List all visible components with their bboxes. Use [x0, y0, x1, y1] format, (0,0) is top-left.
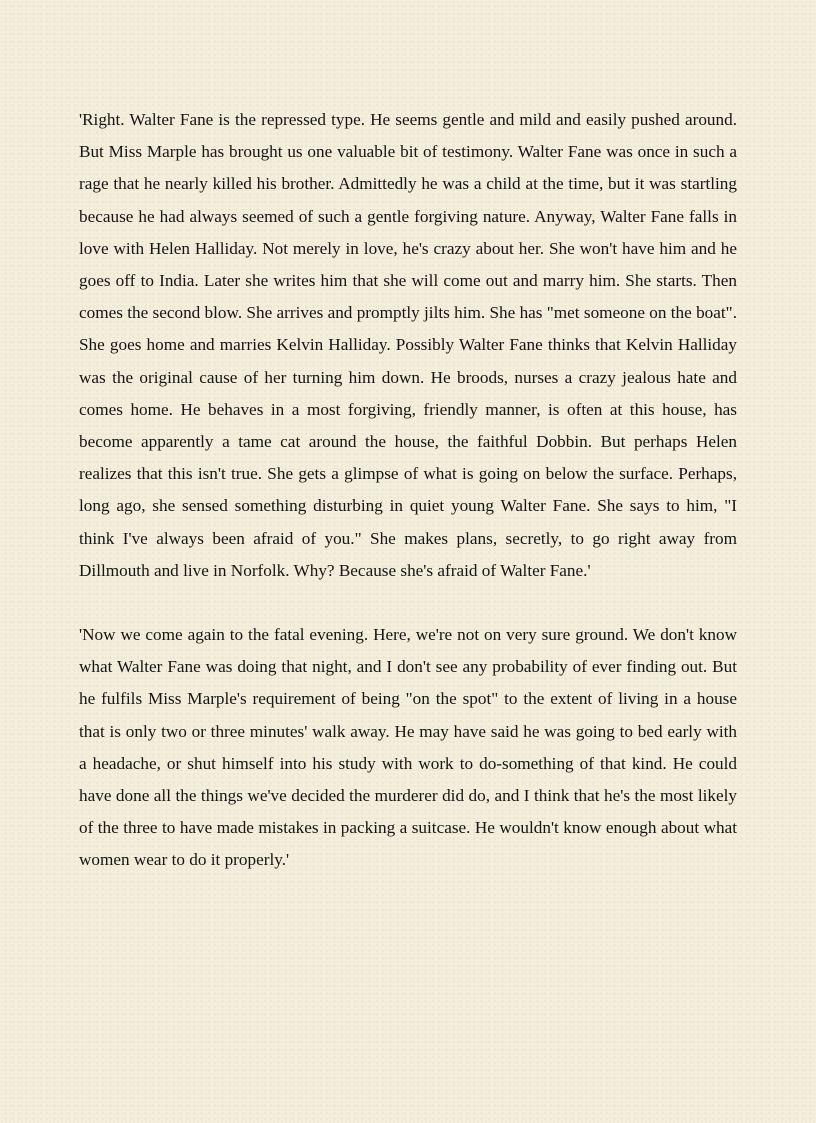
- paragraph-2: 'Now we come again to the fatal evening. Here, we're not on very sure ground. We don't know what Walter Fane was doing that night, and I don't see any probability of ever finding out. But he fulfils Miss Marple's requirement of being "on the spot" to the extent of living in a house that is only two or three minutes' walk away. He may have said he was going to bed early with a headache, or shut himself into his study with work to do-something of that kind. He could have done all the things we've decided the murderer did do, and I think that he's the most likely of the three to have made mistakes in packing a suitcase. He wouldn't know enough about what women wear to do it properly.': [79, 625, 737, 870]
- paragraph-1: 'Right. Walter Fane is the repressed type. He seems gentle and mild and easily pushed around. But Miss Marple has brought us one valuable bit of testimony. Walter Fane was once in such a rage that he nearly killed his brother. Admittedly he was a child at the time, but it was startling because he had always seemed of such a gentle forgiving nature. Anyway, Walter Fane falls in love with Helen Halliday. Not merely in love, he's crazy about her. She won't have him and he goes off to India. Later she writes him that she will come out and marry him. She starts. Then comes the second blow. She arrives and promptly jilts him. She has "met someone on the boat". She goes home and marries Kelvin Halliday. Possibly Walter Fane thinks that Kelvin Halliday was the original cause of her turning him down. He broods, nurses a crazy jealous hate and comes home. He behaves in a most forgiving, friendly manner, is often at this house, has become apparently a tame cat around the house, the faithful Dobbin. But perhaps Helen realizes that this isn't true. She gets a glimpse of what is going on below the surface. Perhaps, long ago, she sensed something disturbing in quiet young Walter Fane. She says to him, "I think I've always been afraid of you." She makes plans, secretly, to go right away from Dillmouth and live in Norfolk. Why? Because she's afraid of Walter Fane.': [79, 110, 737, 580]
